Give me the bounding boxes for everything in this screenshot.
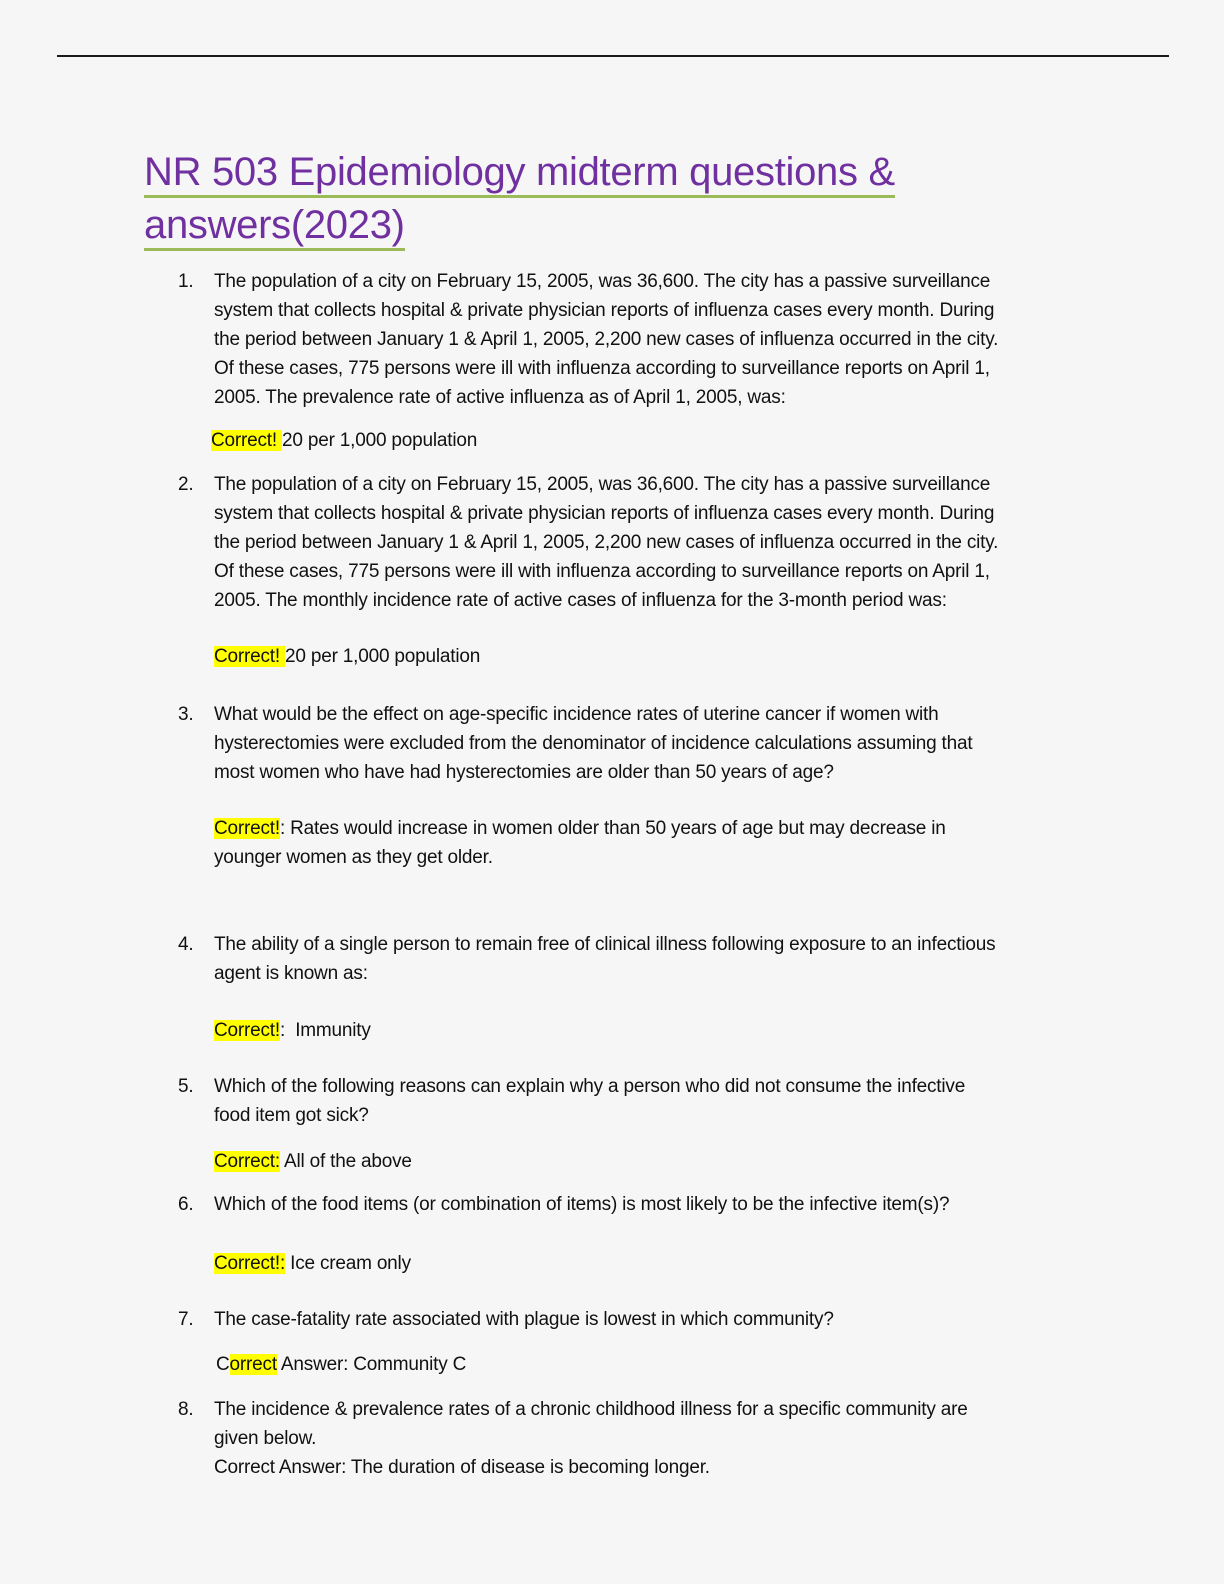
answer-label-highlight: Correct! [214,1020,280,1041]
question-number: 6. [178,1194,194,1215]
answer-text: Answer: Community C [276,1354,467,1375]
answer-label-highlight: Correct! [211,430,283,451]
question-text: The incidence & prevalence rates of a chronic childhood illness for a specific community are given below. Correct Answer: The duration of disease is becoming longer. [214,1399,968,1478]
question-number: 1. [178,271,194,292]
title-line-2: answers(2023) [144,203,405,251]
question-number: 5. [178,1076,194,1097]
question-number: 3. [178,704,194,725]
answer-label-highlight: Correct! [214,818,280,839]
question-number: 8. [178,1399,194,1420]
question-text: What would be the effect on age-specific incidence rates of uterine cancer if women with hysterectomies were excluded from the denominator of incidence calculations assuming that most women who have had hysterectomies are older than 50 years of age? [214,704,973,783]
answer-1 [211,426,1071,455]
answer-6 [214,1249,1074,1278]
title-line-1: NR 503 Epidemiology midterm questions & [144,150,895,198]
question-text: The population of a city on February 15, 2005, was 36,600. The city has a passive surveillance system that collects hospital & private physician reports of influenza cases every month. During the period between January 1 & April 1, 2005, 2,200 new cases of influenza occurred in the city. Of these cases, 775 persons were ill with influenza according to surveillance reports on April 1, 2005. The prevalence rate of active influenza as of April 1, 2005, was: [214,271,999,408]
answer-text: : Immunity [279,1020,371,1041]
answer-label-highlight: Correct: [214,1151,280,1172]
question-text: The population of a city on February 15, 2005, was 36,600. The city has a passive surveillance system that collects hospital & private physician reports of influenza cases every month. During the period between January 1 & April 1, 2005, 2,200 new cases of influenza occurred in the city. Of these cases, 775 persons were ill with influenza according to surveillance reports on April 1, 2005. The monthly incidence rate of active cases of influenza for the 3-month period was: [214,474,999,611]
answer-5 [214,1147,1074,1176]
answer-text: All of the above [279,1151,412,1172]
answer-label-highlight: orrect [229,1354,277,1375]
answer-text: 20 per 1,000 population [285,646,481,667]
answer-7 [216,1350,1076,1379]
answer-label-highlight: Correct! [214,646,286,667]
answer-4 [214,1016,1074,1045]
answer-text: : Rates would increase in women older than 50 years of age but may decrease in younger women as they get older. [214,818,946,868]
answer-prefix: C [216,1354,230,1375]
question-text: The case-fatality rate associated with plague is lowest in which community? [214,1309,834,1330]
question-number: 4. [178,934,194,955]
question-text: The ability of a single person to remain free of clinical illness following exposure to an infectious agent is known as: [214,934,996,984]
answer-2 [214,642,1074,671]
document-title [144,146,1044,252]
header-rule [57,55,1169,57]
question-text: Which of the following reasons can explain why a person who did not consume the infective food item got sick? [214,1076,966,1126]
answer-label-highlight: Correct!: [214,1253,286,1274]
question-number: 2. [178,474,194,495]
answer-text: Ice cream only [285,1253,411,1274]
question-number: 7. [178,1309,194,1330]
question-text: Which of the food items (or combination of items) is most likely to be the infective item(s)? [214,1194,950,1215]
answer-3 [214,814,1074,872]
answer-text: 20 per 1,000 population [282,430,478,451]
